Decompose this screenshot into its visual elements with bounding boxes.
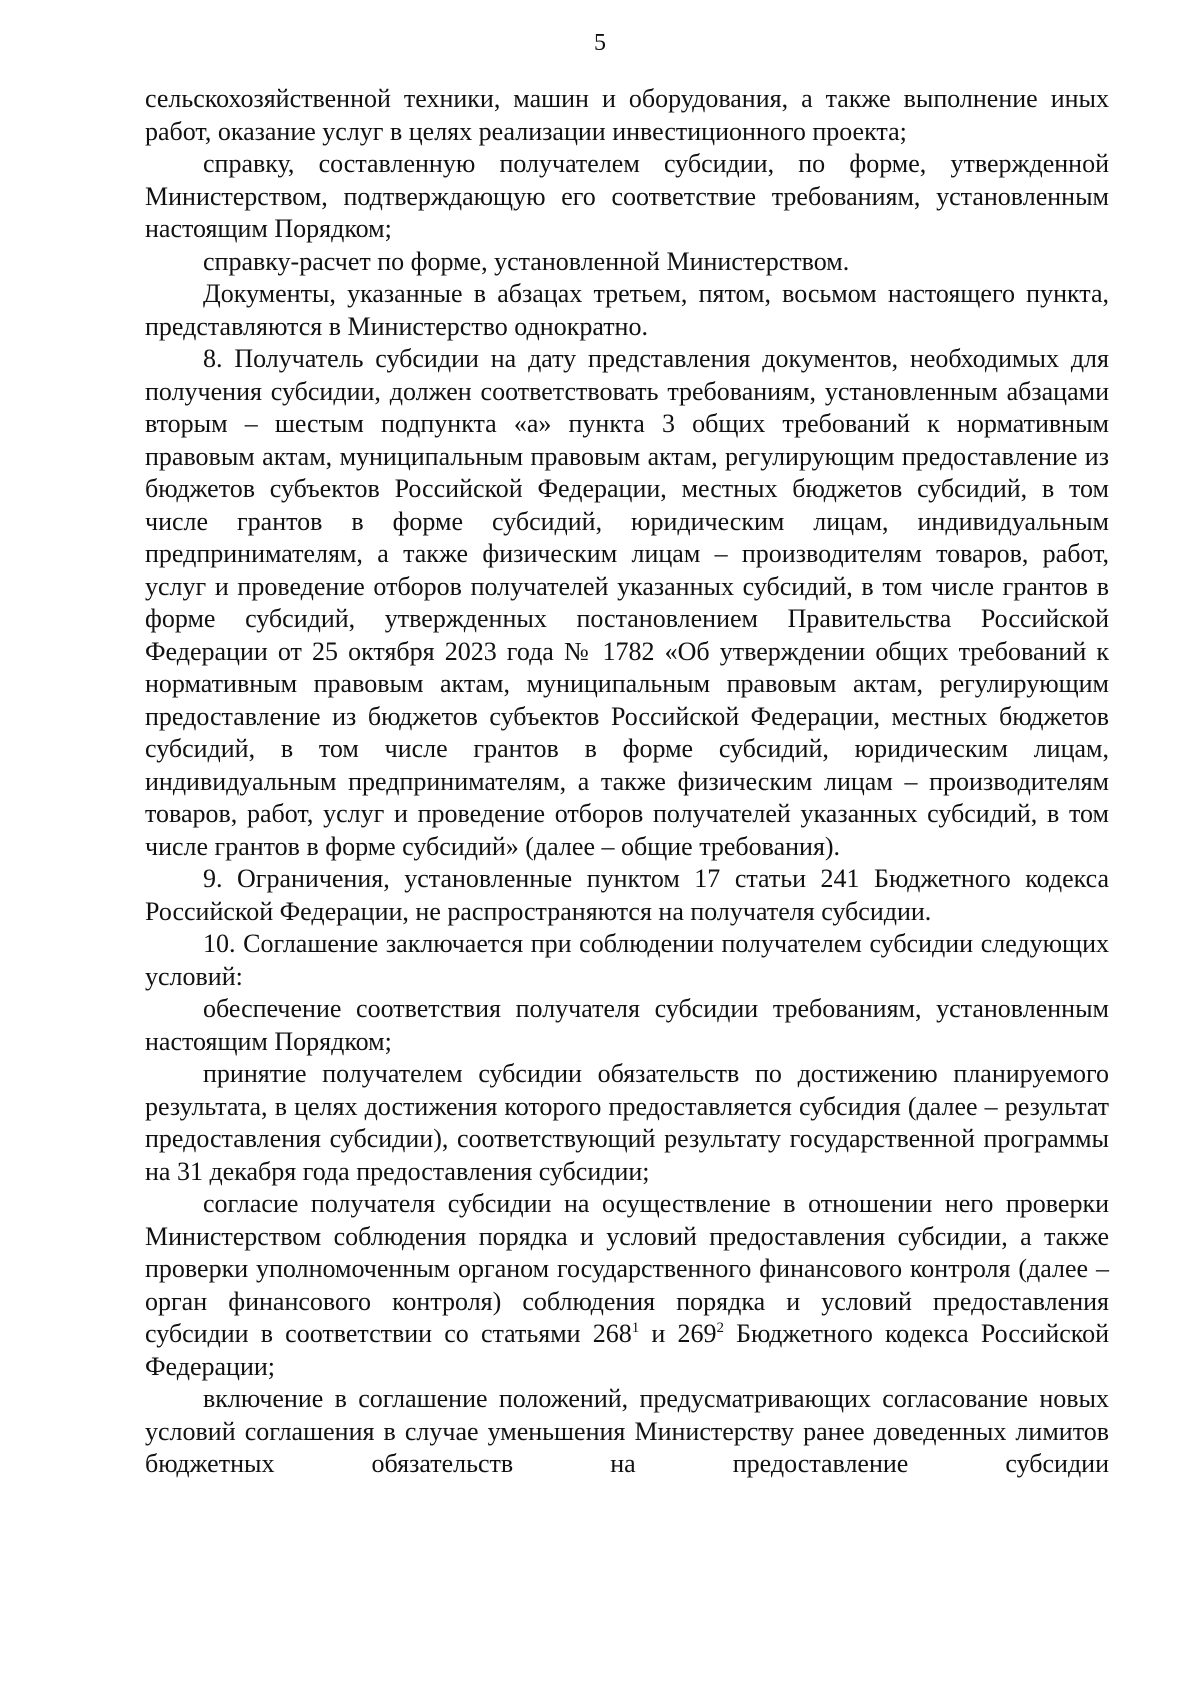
paragraph-obligations: принятие получателем субсидии обязательств по достижению планируемого результата, в целях достижения которого предоставляется субсидия (далее – результат предоставления субсидии), соответствующий результату государственной программы на 31 декабря года предоставления субсидии; (145, 1059, 1109, 1186)
paragraph-calculation: справку-расчет по форме, установленной Министерством. (203, 246, 850, 276)
paragraph-consent (145, 1188, 1109, 1383)
document-body (145, 83, 1109, 1481)
paragraph-equipment: сельскохозяйственной техники, машин и оборудования, а также выполнение иных работ, оказание услуг в целях реализации инвестиционного проекта; (145, 84, 1109, 146)
paragraph-certificate: справку, составленную получателем субсидии, по форме, утвержденной Министерством, подтверждающую его соответствие требованиям, установленным настоящим Порядком; (145, 149, 1109, 243)
consent-text-after: Бюджетного кодекса Российской Федерации; (145, 1319, 1109, 1381)
consent-text-middle: и 269 (639, 1319, 717, 1348)
paragraph-item-8: 8. Получатель субсидии на дату представления документов, необходимых для получения субсидии, должен соответствовать требованиям, установленным абзацами вторым – шестым подпункта «а» пункта 3 общих требований к нормативным правовым актам, муниципальным правовым актам, регулирующим предоставление из бюджетов субъектов Российской Федерации, местных бюджетов субсидий, в том числе грантов в форме субсидий, юридическим лицам, индивидуальным предпринимателям, а также физическим лицам – производителям товаров, работ, услуг и проведение отборов получателей указанных субсидий, в том числе грантов в форме субсидий, утвержденных постановлением Правительства Российской Федерации от 25 октября 2023 года № 1782 «Об утверждении общих требований к нормативным правовым актам, муниципальным правовым актам, регулирующим предоставление из бюджетов субъектов Российской Федерации, местных бюджетов субсидий, в том числе грантов в форме субсидий, юридическим лицам, индивидуальным предпринимателям, а также физическим лицам – производителям товаров, работ, услуг и проведение отборов получателей указанных субсидий, в том числе грантов в форме субсидий» (далее – общие требования). (145, 344, 1109, 861)
paragraph-documents: Документы, указанные в абзацах третьем, пятом, восьмом настоящего пункта, представляются в Министерство однократно. (145, 279, 1109, 341)
paragraph-inclusion: включение в соглашение положений, предусматривающих согласование новых условий соглашения в случае уменьшения Министерству ранее доведенных лимитов бюджетных обязательств на предоставление субсидии (145, 1384, 1109, 1478)
paragraph-compliance: обеспечение соответствия получателя субсидии требованиям, установленным настоящим Порядком; (145, 994, 1109, 1056)
page-number: 5 (594, 30, 606, 56)
consent-text-before: согласие получателя субсидии на осуществление в отношении него проверки Министерством соблюдения порядка и условий предоставления субсидии, а также проверки уполномоченным органом государственного финансового контроля (далее – орган финансового контроля) соблюдения порядка и условий предоставления субсидии в соответствии со статьями 268 (145, 1189, 1109, 1348)
superscript-2: 2 (716, 1320, 724, 1336)
superscript-1: 1 (631, 1320, 640, 1336)
paragraph-item-10: 10. Соглашение заключается при соблюдении получателем субсидии следующих условий: (145, 929, 1109, 991)
paragraph-item-9: 9. Ограничения, установленные пунктом 17 статьи 241 Бюджетного кодекса Российской Федерации, не распространяются на получателя субсидии. (145, 864, 1109, 926)
